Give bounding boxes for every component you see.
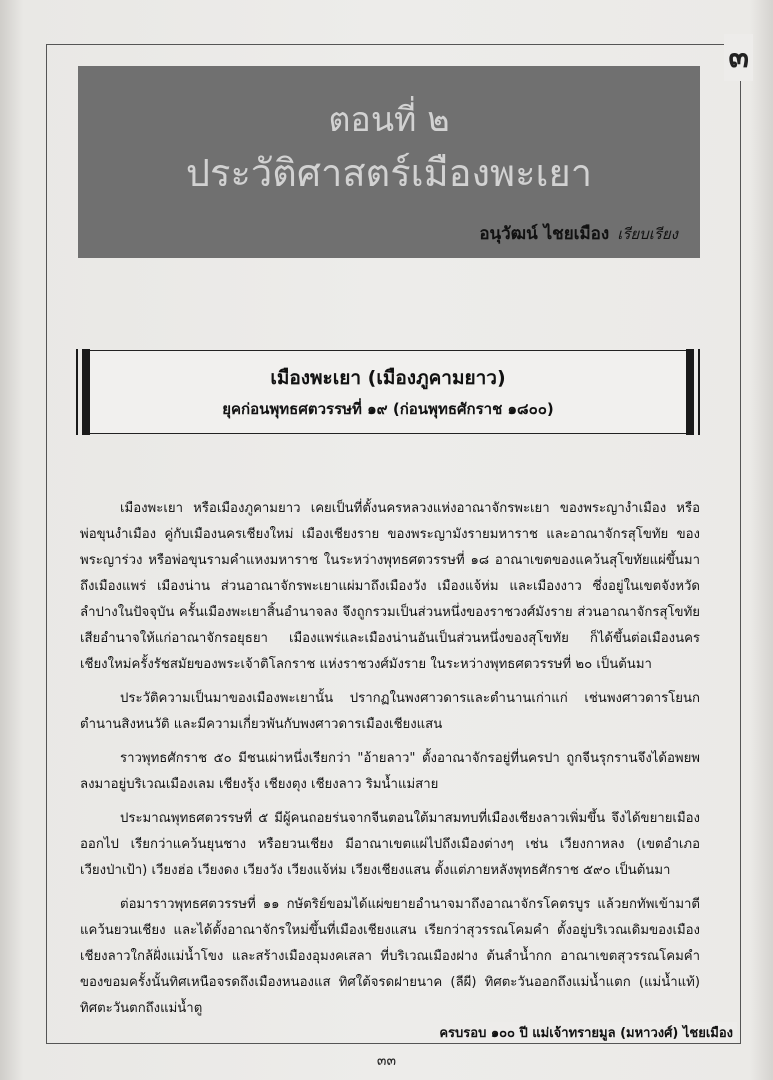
chapter-number: ตอนที่ ๒ — [328, 100, 450, 140]
page-ornament: ๓ — [724, 34, 753, 81]
paragraph: ต่อมาราวพุทธศตวรรษที่ ๑๑ กษัตริย์ขอมได้แผ่ขยายอำนาจมาถึงอาณาจักรโคตรบูร แล้วยกทัพเข้ามาตีแคว้นยวนเชียง และได้ตั้งอาณาจักรใหม่ขึ้นที่เมืองเชียงแสน เรียกว่าสุวรรณโคมคำ ตั้งอยู่บริเวณเดิมของเมืองเชียงลาวใกล้ฝั่งแม่น้ำโขง และสร้างเมืองอุมงคเสลา ที่บริเวณเมืองฝาง ต้นลำน้ำกก อาณาเขตสุวรรณโคมคำของขอมครั้งนั้นทิศเหนือจรดถึงเมืองหนองแส ทิศใต้จรดฝายนาค (ลีผี) ทิศตะวันออกถึงแม่น้ำแตก (แม่น้ำแท้) ทิศตะวันตกถึงแม่น้ำตู — [80, 897, 700, 1016]
chapter-title: ประวัติศาสตร์เมืองพะเยา — [185, 151, 593, 195]
chapter-header — [78, 66, 700, 258]
left-bar-ornament — [82, 349, 90, 435]
paragraph: ราวพุทธศักราช ๕๐ มีชนเผ่าหนึ่งเรียกว่า "อ้ายลาว" ตั้งอาณาจักรอยู่ที่นครปา ถูกจีนรุกรานจึงได้อพยพลงมาอยู่บริเวณเมืองเลม เชียงรุ้ง เชียงตุง เชียงลาว ริมน้ำแม่สาย — [80, 751, 700, 792]
section-title: เมืองพะเยา (เมืองภูคามยาว) — [270, 367, 506, 389]
paragraph: ประมาณพุทธศตวรรษที่ ๕ มีผู้คนถอยร่นจากจีนตอนใต้มาสมทบที่เมืองเชียงลาวเพิ่มขึ้น จึงได้ขยายเมืองออกไป เรียกว่าแคว้นยุนชาง หรือยวนเชียง มีอาณาเขตแผ่ไปถึงเมืองต่างๆ เช่น เวียงกาหลง (เขตอำเภอเวียงป่าเป้า) เวียงฮ่อ เวียงดง เวียงวัง เวียงแจ้ห่ม เวียงเชียงแสน ตั้งแต่ภายหลังพุทธศักราช ๕๙๐ เป็นต้นมา — [80, 811, 700, 878]
author-name: อนุวัฒน์ ไชยเมือง — [479, 224, 610, 244]
paragraph: ประวัติความเป็นมาของเมืองพะเยานั้น ปรากฏในพงศาวดารและตำนานเก่าแก่ เช่นพงศาวดารโยนก ตำนานสิงหนวัติ และมีความเกี่ยวพันกับพงศาวดารเมืองเชียงแสน — [80, 691, 700, 732]
section-subtitle: ยุคก่อนพุทธศตวรรษที่ ๑๙ (ก่อนพุทธศักราช ๑๘๐๐) — [222, 400, 554, 418]
body-text — [80, 496, 700, 1030]
author-role: เรียบเรียง — [617, 225, 678, 243]
right-bar-ornament — [686, 349, 694, 435]
section-heading-box — [90, 350, 686, 434]
paragraph: เมืองพะเยา หรือเมืองภูคามยาว เคยเป็นที่ตั้งนครหลวงแห่งอาณาจักรพะเยา ของพระญางำเมือง หรือพ่อขุนงำเมือง คู่กับเมืองนครเชียงใหม่ เมืองเชียงราย ของพระญามังรายมหาราช และอาณาจักรสุโขทัย ของพระญาร่วง หรือพ่อขุนรามคำแหงมหาราช ในระหว่างพุทธศตวรรษที่ ๑๘ อาณาเขตของแคว้นสุโขทัยแผ่ขึ้นมาถึงเมืองแพร่ เมืองน่าน ส่วนอาณาจักรพะเยาแผ่มาถึงเมืองวัง เมืองแจ้ห่ม และเมืองงาว ซึ่งอยู่ในเขตจังหวัดลำปางในปัจจุบัน ครั้นเมืองพะเยาสิ้นอำนาจลง จึงถูกรวมเป็นส่วนหนึ่งของราชวงศ์มังราย ส่วนอาณาจักรสุโขทัยเสียอำนาจให้แก่อาณาจักรอยุธยา เมืองแพร่และเมืองน่านอันเป็นส่วนหนึ่งของสุโขทัย ก็ได้ขึ้นต่อเมืองนครเชียงใหม่ครั้งรัชสมัยของพระเจ้าติโลกราช แห่งราชวงศ์มังราย ในระหว่างพุทธศตวรรษที่ ๒๐ เป็นต้นมา — [80, 501, 700, 672]
author-credit — [479, 220, 678, 247]
running-footer: ครบรอบ ๑๐๐ ปี แม่เจ้าทรายมูล (มหาวงศ์) ไชยเมือง — [435, 1022, 737, 1043]
page-number: ๓๓ — [376, 1053, 397, 1069]
